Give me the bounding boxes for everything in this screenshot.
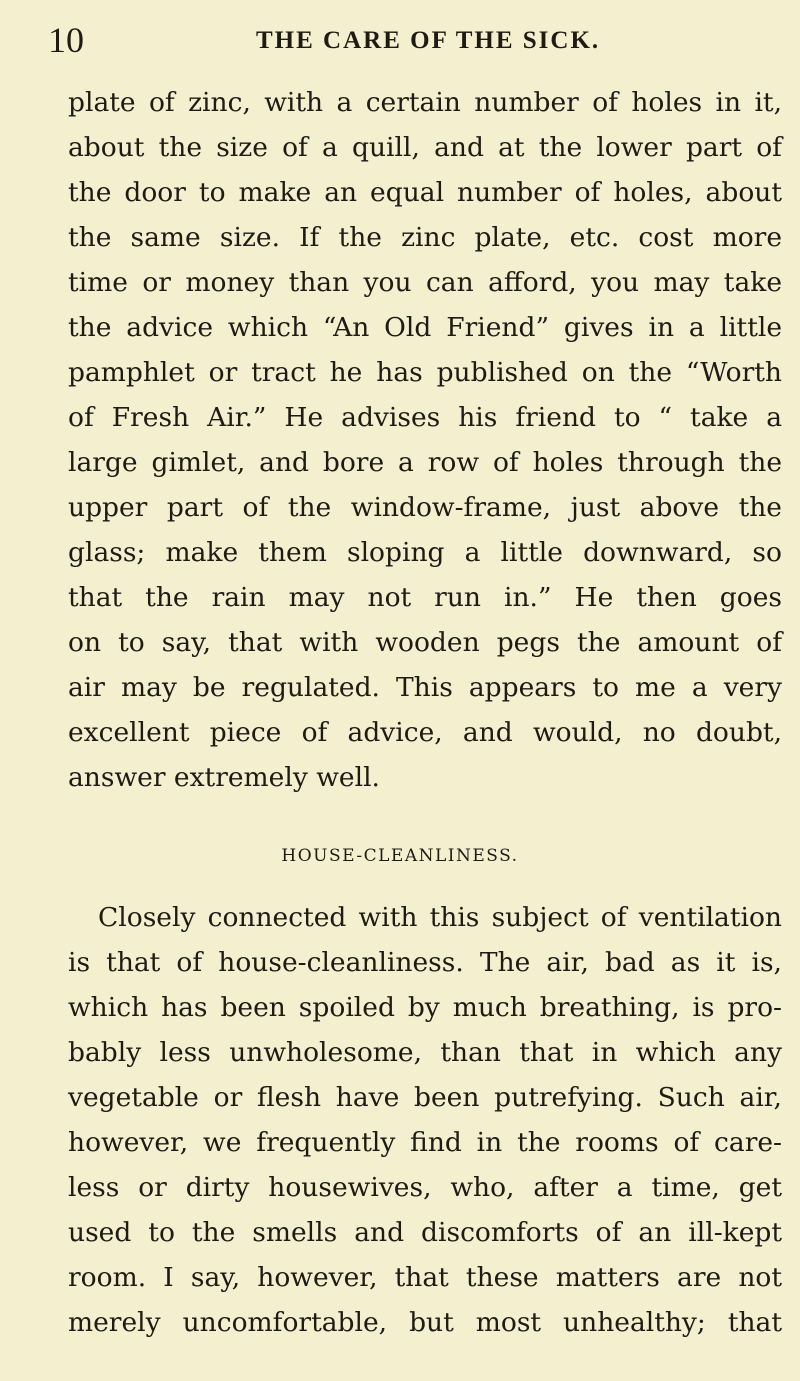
running-title: THE CARE OF THE SICK. (256, 27, 601, 54)
text-line: the same size. If the zinc plate, etc. cost more (68, 222, 782, 253)
running-head (48, 8, 760, 64)
text-line: room. I say, however, that these matters are not (68, 1262, 782, 1293)
text-line: the advice which “An Old Friend” gives in a little (68, 312, 782, 343)
text-line: the door to make an equal number of holes, about (68, 177, 782, 208)
text-line: plate of zinc, with a certain number of holes in it, (68, 87, 782, 118)
text-line: answer extremely well. (68, 762, 380, 793)
text-line: merely uncomfortable, but most unhealthy; that (68, 1307, 782, 1338)
text-line: air may be regulated. This appears to me a very (68, 672, 782, 703)
text-line: used to the smells and discomforts of an ill-kept (68, 1217, 782, 1248)
text-line: is that of house-cleanliness. The air, bad as it is, (68, 947, 782, 978)
paragraph-ventilation (68, 80, 782, 800)
text-line: pamphlet or tract he has published on the “Worth (68, 357, 782, 388)
text-line: excellent piece of advice, and would, no doubt, (68, 717, 782, 748)
text-line: vegetable or flesh have been putrefying. Such air, (68, 1082, 782, 1113)
text-line: on to say, that with wooden pegs the amount of (68, 627, 782, 658)
page-number: 10 (48, 20, 84, 60)
text-line: less or dirty housewives, who, after a time, get (68, 1172, 782, 1203)
section-heading: HOUSE-CLEANLINESS. (281, 846, 519, 866)
text-line: however, we frequently find in the rooms of care- (68, 1127, 782, 1158)
text-line: which has been spoiled by much breathing, is pro- (68, 992, 782, 1023)
paragraph-house-cleanliness (68, 895, 782, 1345)
text-line: time or money than you can afford, you may take (68, 267, 782, 298)
text-line: that the rain may not run in.” He then goes (68, 582, 782, 613)
text-line: large gimlet, and bore a row of holes through the (68, 447, 782, 478)
text-line: bably less unwholesome, than that in which any (68, 1037, 782, 1068)
text-line: Closely connected with this subject of ventilation (98, 902, 782, 933)
text-line: about the size of a quill, and at the lower part of (68, 132, 782, 163)
text-line: upper part of the window-frame, just above the (68, 492, 782, 523)
text-line: glass; make them sloping a little downward, so (68, 537, 782, 568)
text-line: of Fresh Air.” He advises his friend to “ take a (68, 402, 782, 433)
